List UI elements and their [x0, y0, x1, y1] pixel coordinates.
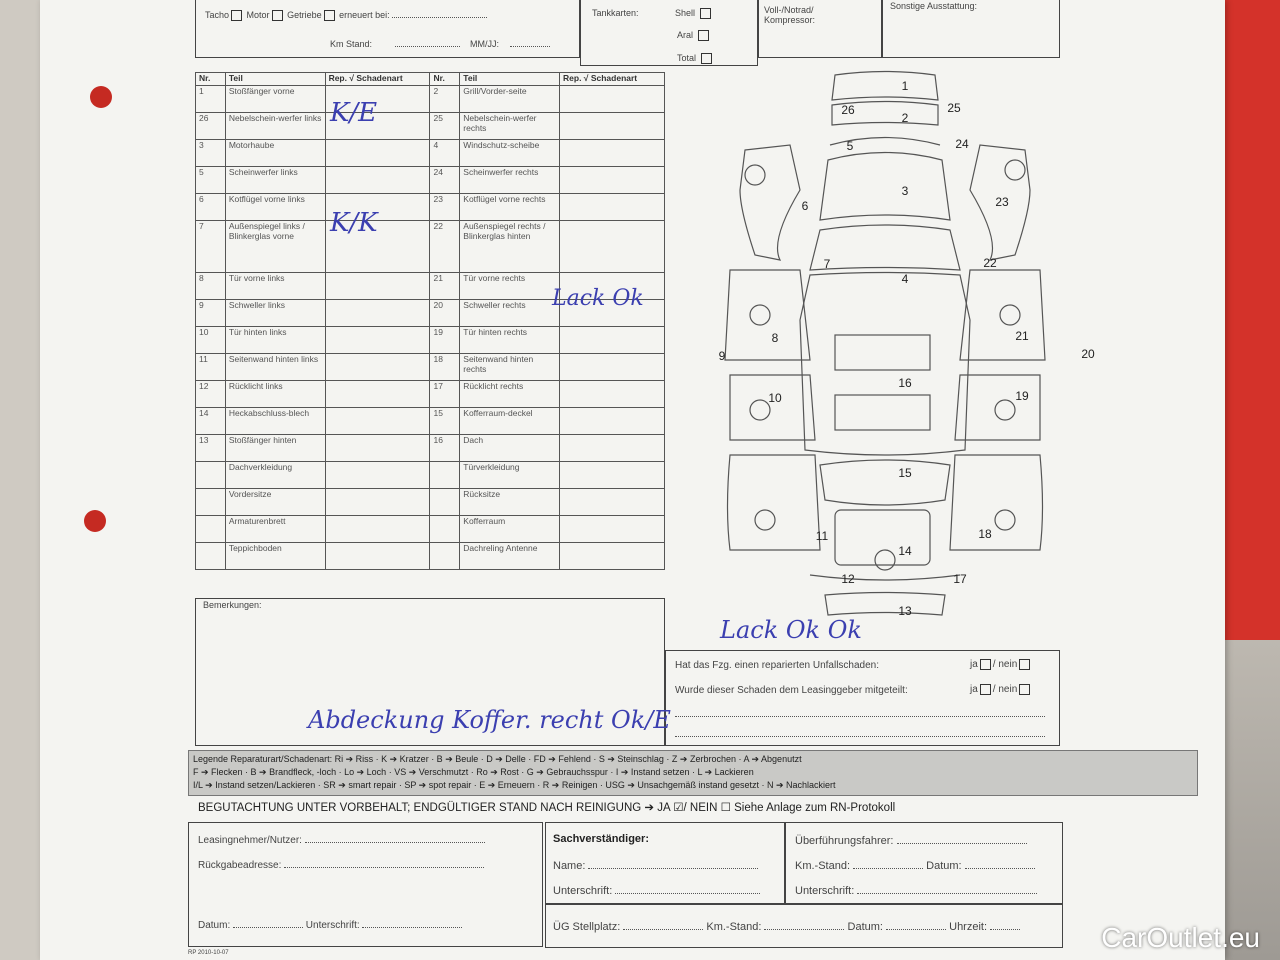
- diagram-part-number: 25: [947, 101, 961, 115]
- ueberfuehrungsfahrer-label: Überführungsfahrer:: [795, 835, 894, 847]
- diagram-part-number: 8: [771, 331, 779, 345]
- erneuert-label: erneuert bei:: [339, 9, 390, 20]
- damage-cell[interactable]: [325, 488, 430, 515]
- unterschrift3-field[interactable]: [857, 893, 1037, 894]
- part-name: Rücklicht links: [225, 380, 325, 407]
- col-schadenart: Rep. √ Schadenart: [325, 73, 430, 86]
- damage-cell[interactable]: [560, 139, 665, 166]
- part-nr: [196, 515, 226, 542]
- vorbehalt-text: BEGUTACHTUNG UNTER VORBEHALT; ENDGÜLTIGER STAND NACH REINIGUNG ➔ JA ☑/ NEIN ☐ Siehe Anlage zum RN-Protokoll: [198, 802, 896, 814]
- part-name: Außenspiegel rechts / Blinkerglas hinten: [460, 220, 560, 272]
- parts-table: [195, 72, 665, 570]
- part-nr: 12: [196, 380, 226, 407]
- damage-cell[interactable]: [560, 220, 665, 272]
- table-row: [196, 434, 665, 461]
- mmjj-label: MM/JJ:: [470, 39, 499, 49]
- km-stand-field[interactable]: [395, 46, 460, 47]
- part-name: Seitenwand hinten rechts: [460, 353, 560, 380]
- q1-ja-checkbox[interactable]: [980, 659, 991, 670]
- part-name: Stoßfänger vorne: [225, 85, 325, 112]
- part-nr: 6: [196, 193, 226, 220]
- part-name: Grill/Vorder-seite: [460, 85, 560, 112]
- ug-stellplatz-label: ÜG Stellplatz:: [553, 921, 621, 933]
- diagram-part-number: 15: [898, 466, 912, 480]
- unterschrift2-field[interactable]: [615, 893, 760, 894]
- part-name: Scheinwerfer links: [225, 166, 325, 193]
- part-nr: 23: [430, 193, 460, 220]
- ug-stellplatz-field[interactable]: [623, 929, 703, 930]
- legend-line-3: I/L ➔ Instand setzen/Lackieren · SR ➔ smart repair · SP ➔ spot repair · E ➔ Erneuern · R ➔ Reinigen · USG ➔ Unsachgemäß instand gesetzt · N ➔ Nachlackiert: [193, 780, 836, 790]
- table-row: [196, 407, 665, 434]
- col-nr: Nr.: [430, 73, 460, 86]
- diagram-part-number: 14: [898, 544, 912, 558]
- km-stand-label: Km Stand:: [330, 39, 373, 49]
- part-name: Tür vorne links: [225, 272, 325, 299]
- part-nr: 7: [196, 220, 226, 272]
- name-field[interactable]: [588, 868, 758, 869]
- part-nr: [196, 542, 226, 569]
- diagram-part-number: 17: [953, 572, 967, 586]
- damage-cell[interactable]: [325, 299, 430, 326]
- part-nr: 18: [430, 353, 460, 380]
- ja-label: ja: [970, 684, 978, 696]
- part-name: Vordersitze: [225, 488, 325, 515]
- part-name: Dachreling Antenne: [460, 542, 560, 569]
- part-nr: [196, 461, 226, 488]
- motor-checkbox[interactable]: [272, 10, 283, 21]
- mmjj-field[interactable]: [510, 46, 550, 47]
- part-name: Dach: [460, 434, 560, 461]
- shell-checkbox[interactable]: [700, 8, 711, 19]
- shell-label: Shell: [675, 7, 696, 18]
- part-name: Rücksitze: [460, 488, 560, 515]
- sachverstaendiger-label: Sachverständiger:: [553, 833, 649, 845]
- part-nr: 8: [196, 272, 226, 299]
- damage-cell[interactable]: [560, 326, 665, 353]
- part-nr: 24: [430, 166, 460, 193]
- getriebe-label: Getriebe: [287, 9, 322, 20]
- diagram-part-number: 3: [901, 184, 909, 198]
- part-nr: 15: [430, 407, 460, 434]
- table-row: [196, 515, 665, 542]
- table-row: [196, 380, 665, 407]
- name-label: Name:: [553, 860, 586, 872]
- part-name: Scheinwerfer rechts: [460, 166, 560, 193]
- total-label: Total: [677, 52, 697, 63]
- punch-hole: [90, 86, 112, 108]
- datum2-field[interactable]: [965, 868, 1035, 869]
- nein-label: / nein: [992, 684, 1018, 696]
- part-name: Armaturenbrett: [225, 515, 325, 542]
- damage-cell[interactable]: [325, 380, 430, 407]
- unterschrift3-label: Unterschrift:: [795, 885, 855, 897]
- diagram-part-number: 13: [898, 604, 912, 618]
- diagram-part-number: 18: [978, 527, 992, 541]
- diagram-part-number: 12: [841, 572, 855, 586]
- diagram-part-number: 23: [995, 195, 1009, 209]
- part-nr: 25: [430, 112, 460, 139]
- table-header-row: [196, 73, 665, 86]
- q1-nein-checkbox[interactable]: [1019, 659, 1030, 670]
- part-name: Heckabschluss-blech: [225, 407, 325, 434]
- diagram-part-number: 19: [1015, 389, 1029, 403]
- table-row: [196, 166, 665, 193]
- diagram-part-number: 20: [1081, 347, 1095, 361]
- part-nr: 3: [196, 139, 226, 166]
- datum-label: Datum:: [198, 920, 231, 931]
- question-2: Wurde dieser Schaden dem Leasinggeber mitgeteilt:: [675, 685, 908, 696]
- handwriting-lack-ok: Lack Ok: [552, 286, 644, 311]
- diagram-part-number: 6: [801, 199, 809, 213]
- part-name: Nebelschein-werfer rechts: [460, 112, 560, 139]
- diagram-part-number: 26: [841, 103, 855, 117]
- damage-cell[interactable]: [560, 85, 665, 112]
- part-nr: 22: [430, 220, 460, 272]
- unterschrift-label: Unterschrift:: [305, 920, 360, 931]
- datum3-label: Datum:: [847, 921, 883, 933]
- table-row: [196, 461, 665, 488]
- aral-label: Aral: [677, 29, 694, 40]
- damage-cell[interactable]: [325, 139, 430, 166]
- diagram-part-number: 9: [718, 349, 726, 363]
- table-row: [196, 193, 665, 220]
- part-nr: 2: [430, 85, 460, 112]
- part-nr: [430, 515, 460, 542]
- tankkarten-label: Tankkarten:: [592, 8, 639, 18]
- damage-cell[interactable]: [560, 542, 665, 569]
- part-nr: 19: [430, 326, 460, 353]
- getriebe-checkbox[interactable]: [324, 10, 335, 21]
- ja-label: ja: [970, 659, 978, 671]
- datum2-label: Datum:: [926, 860, 962, 872]
- diagram-part-number: 10: [768, 391, 782, 405]
- part-name: Dachverkleidung: [225, 461, 325, 488]
- part-nr: 16: [430, 434, 460, 461]
- part-nr: 5: [196, 166, 226, 193]
- legend-line-1: Legende Reparaturart/Schadenart: Ri ➔ Riss · K ➔ Kratzer · B ➔ Beule · D ➔ Delle · FD ➔ Fehlend · S ➔ Steinschlag · Z ➔ Zerbrochen · A ➔ Abgenutzt: [193, 754, 802, 764]
- part-nr: [196, 488, 226, 515]
- reserverad-label: Voll-/Notrad/ Kompressor:: [764, 5, 816, 25]
- part-name: Schweller rechts: [460, 299, 560, 326]
- damage-cell[interactable]: [325, 272, 430, 299]
- uhrzeit-field[interactable]: [990, 929, 1020, 930]
- diagram-part-number: 11: [815, 529, 829, 543]
- rueckgabe-label: Rückgabeadresse:: [198, 860, 282, 871]
- col-teil: Teil: [225, 73, 325, 86]
- diagram-part-number: 7: [823, 257, 831, 271]
- uhrzeit-label: Uhrzeit:: [949, 921, 988, 933]
- damage-cell[interactable]: [560, 488, 665, 515]
- q2-ja-checkbox[interactable]: [980, 684, 991, 695]
- caroutlet-watermark: CarOutlet.eu: [1101, 922, 1260, 953]
- table-row: [196, 488, 665, 515]
- damage-cell[interactable]: [560, 380, 665, 407]
- damage-cell[interactable]: [560, 407, 665, 434]
- legend-box: [188, 750, 1198, 796]
- total-checkbox[interactable]: [701, 53, 712, 64]
- diagram-part-number: 24: [955, 137, 969, 151]
- damage-cell[interactable]: [560, 434, 665, 461]
- part-nr: 10: [196, 326, 226, 353]
- table-row: [196, 112, 665, 139]
- damage-cell[interactable]: [560, 353, 665, 380]
- part-nr: 14: [196, 407, 226, 434]
- aral-checkbox[interactable]: [698, 30, 709, 41]
- part-nr: [430, 488, 460, 515]
- part-name: Rücklicht rechts: [460, 380, 560, 407]
- tacho-checkbox[interactable]: [231, 10, 242, 21]
- leasingnehmer-field[interactable]: [305, 842, 485, 843]
- damage-cell[interactable]: [560, 193, 665, 220]
- part-name: Tür hinten rechts: [460, 326, 560, 353]
- part-name: Stoßfänger hinten: [225, 434, 325, 461]
- table-row: [196, 542, 665, 569]
- damage-cell[interactable]: [325, 515, 430, 542]
- part-name: Kofferraum-deckel: [460, 407, 560, 434]
- col-nr: Nr.: [196, 73, 226, 86]
- ueberfuehrungsfahrer-field[interactable]: [897, 843, 1027, 844]
- leasingnehmer-label: Leasingnehmer/Nutzer:: [198, 835, 302, 846]
- part-nr: 9: [196, 299, 226, 326]
- table-row: [196, 353, 665, 380]
- damage-cell[interactable]: [325, 326, 430, 353]
- part-name: Schweller links: [225, 299, 325, 326]
- diagram-part-number: 1: [901, 79, 909, 93]
- damage-cell[interactable]: [325, 407, 430, 434]
- damage-cell[interactable]: [325, 461, 430, 488]
- handwriting-kotflugel-links: K/K: [330, 208, 378, 238]
- tacho-label: Tacho: [205, 9, 230, 20]
- part-nr: 21: [430, 272, 460, 299]
- diagram-part-number: 2: [901, 111, 909, 125]
- diagram-part-number: 21: [1015, 329, 1029, 343]
- remarks-line[interactable]: [675, 716, 1045, 717]
- remarks-line[interactable]: [675, 736, 1045, 737]
- part-name: Außenspiegel links / Blinkerglas vorne: [225, 220, 325, 272]
- part-nr: 20: [430, 299, 460, 326]
- remarks-label: Bemerkungen:: [203, 600, 262, 610]
- diagram-part-number: 16: [898, 376, 912, 390]
- part-nr: [430, 461, 460, 488]
- nein-label: / nein: [992, 659, 1018, 671]
- part-name: Windschutz-scheibe: [460, 139, 560, 166]
- col-teil: Teil: [460, 73, 560, 86]
- damage-cell[interactable]: [325, 353, 430, 380]
- damage-cell[interactable]: [325, 542, 430, 569]
- part-name: Motorhaube: [225, 139, 325, 166]
- footer-code: RP 2010-10-07: [188, 950, 229, 956]
- kmstand2-field[interactable]: [764, 929, 844, 930]
- datum3-field[interactable]: [886, 929, 946, 930]
- diagram-part-number: 22: [983, 256, 997, 270]
- datum-field[interactable]: [233, 927, 303, 928]
- part-nr: 11: [196, 353, 226, 380]
- part-name: Seitenwand hinten links: [225, 353, 325, 380]
- col-schadenart: Rep. √ Schadenart: [560, 73, 665, 86]
- part-name: Kotflügel vorne links: [225, 193, 325, 220]
- damage-cell[interactable]: [560, 112, 665, 139]
- part-name: Nebelschein-werfer links: [225, 112, 325, 139]
- q2-nein-checkbox[interactable]: [1019, 684, 1030, 695]
- part-nr: 17: [430, 380, 460, 407]
- table-row: [196, 326, 665, 353]
- question-1: Hat das Fzg. einen reparierten Unfallschaden:: [675, 660, 880, 671]
- part-name: Tür hinten links: [225, 326, 325, 353]
- diagram-part-number: 4: [901, 272, 909, 286]
- handwriting-lack-ok-bottom: Lack Ok Ok: [720, 616, 862, 644]
- unterschrift2-label: Unterschrift:: [553, 885, 613, 897]
- part-nr: [430, 542, 460, 569]
- part-name: Kofferraum: [460, 515, 560, 542]
- legend-line-2: F ➔ Flecken · B ➔ Brandfleck, -loch · Lo ➔ Loch · VS ➔ Verschmutzt · Ro ➔ Rost · G ➔ Gebrauchsspur · I ➔ Instand setzen · L ➔ Lackieren: [193, 767, 754, 777]
- unterschrift-field[interactable]: [362, 927, 462, 928]
- rueckgabe-field[interactable]: [284, 867, 484, 868]
- damage-cell[interactable]: [560, 515, 665, 542]
- motor-label: Motor: [246, 9, 270, 20]
- table-row: [196, 85, 665, 112]
- inspection-form: [40, 0, 1225, 960]
- erneuert-field[interactable]: [392, 17, 487, 18]
- kmstand-field[interactable]: [853, 868, 923, 869]
- handwriting-abdeckung: Abdeckung Koffer. recht Ok/E: [308, 706, 671, 734]
- part-name: Teppichboden: [225, 542, 325, 569]
- table-row: [196, 220, 665, 272]
- table-row: [196, 139, 665, 166]
- part-name: Tür vorne rechts: [460, 272, 560, 299]
- vehicle-damage-diagram: [660, 70, 1095, 620]
- part-nr: 26: [196, 112, 226, 139]
- punch-hole: [84, 510, 106, 532]
- part-nr: 13: [196, 434, 226, 461]
- part-nr: 1: [196, 85, 226, 112]
- damage-cell[interactable]: [325, 166, 430, 193]
- damage-cell[interactable]: [560, 166, 665, 193]
- part-name: Türverkleidung: [460, 461, 560, 488]
- part-name: Kotflügel vorne rechts: [460, 193, 560, 220]
- sonstige-label: Sonstige Ausstattung:: [890, 1, 978, 11]
- damage-cell[interactable]: [325, 434, 430, 461]
- handwriting-kotflugel: K/E: [330, 98, 378, 128]
- kmstand2-label: Km.-Stand:: [706, 921, 762, 933]
- kmstand-label: Km.-Stand:: [795, 860, 851, 872]
- part-nr: 4: [430, 139, 460, 166]
- damage-cell[interactable]: [560, 461, 665, 488]
- diagram-part-number: 5: [846, 139, 854, 153]
